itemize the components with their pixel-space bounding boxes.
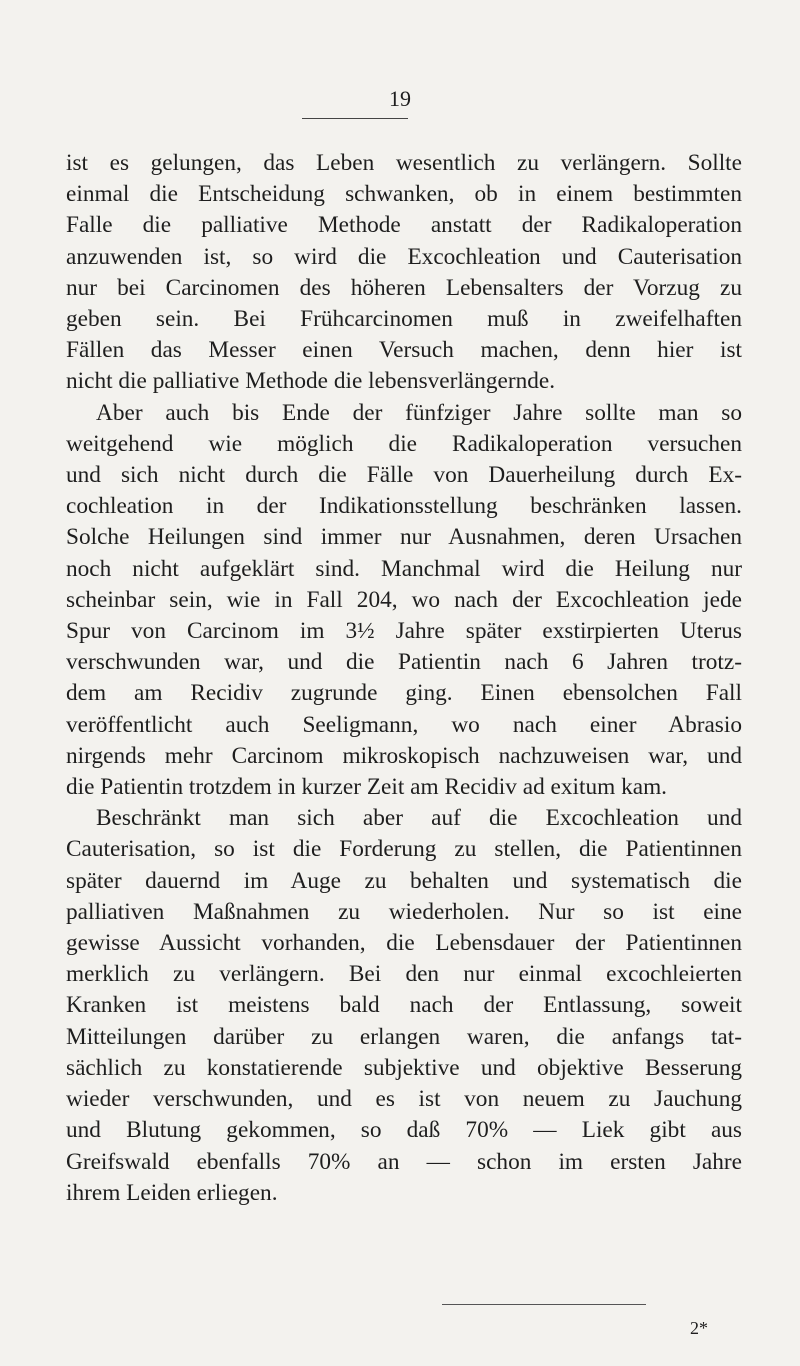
text-line: anzuwenden ist, so wird die Excochleation und Cauterisation (66, 243, 742, 270)
text-line: nur bei Carcinomen des höheren Lebensalters der Vorzug zu (66, 274, 742, 301)
text-line: und sich nicht durch die Fälle von Dauerheilung durch Ex- (66, 462, 742, 489)
text-line: gewisse Aussicht vorhanden, die Lebensdauer der Patientinnen (66, 930, 742, 957)
text-line: geben sein. Bei Frühcarcinomen muß in zweifelhaften (66, 306, 742, 333)
text-line: Mitteilungen darüber zu erlangen waren, die anfangs tat- (66, 1023, 742, 1050)
body-text (66, 148, 742, 1209)
signature-mark: 2* (690, 1318, 708, 1338)
text-line: Solche Heilungen sind immer nur Ausnahmen, deren Ursachen (66, 524, 742, 551)
text-line: weitgehend wie möglich die Radikaloperation versuchen (66, 430, 742, 457)
text-line: Greifswald ebenfalls 70% an — schon im ersten Jahre (66, 1148, 742, 1175)
header-rule (302, 118, 408, 119)
text-line: wieder verschwunden, und es ist von neuem zu Jauchung (66, 1086, 742, 1113)
text-line: ist es gelungen, das Leben wesentlich zu verlängern. Sollte (66, 150, 742, 176)
text-line: Falle die palliative Methode anstatt der Radikaloperation (66, 212, 742, 239)
text-line: ihrem Leiden erliegen. (66, 1179, 278, 1206)
text-line: später dauernd im Auge zu behalten und systematisch die (66, 867, 742, 894)
text-line: Beschränkt man sich aber auf die Excochleation und (96, 805, 742, 832)
text-line: sächlich zu konstatierende subjektive und objektive Besserung (66, 1054, 742, 1081)
text-line: cochleation in der Indikationsstellung beschränken lassen. (66, 493, 742, 520)
text-line: Kranken ist meistens bald nach der Entlassung, soweit (66, 992, 742, 1019)
page-number: 19 (389, 86, 411, 111)
text-line: noch nicht aufgeklärt sind. Manchmal wird die Heilung nur (66, 555, 742, 582)
text-line: einmal die Entscheidung schwanken, ob in einem bestimmten (66, 181, 742, 208)
text-line: merklich zu verlängern. Bei den nur einmal excochleierten (66, 961, 742, 988)
text-line: palliativen Maßnahmen zu wiederholen. Nur so ist eine (66, 898, 742, 925)
text-line: Fällen das Messer einen Versuch machen, denn hier ist (66, 337, 742, 364)
text-line: die Patientin trotzdem in kurzer Zeit am Recidiv ad exitum kam. (66, 774, 668, 801)
text-line: dem am Recidiv zugrunde ging. Einen ebensolchen Fall (66, 680, 742, 707)
text-line: und Blutung gekommen, so daß 70% — Liek gibt aus (66, 1117, 742, 1144)
text-line: Cauterisation, so ist die Forderung zu stellen, die Patientinnen (66, 836, 742, 863)
text-line: veröffentlicht auch Seeligmann, wo nach einer Abrasio (66, 711, 742, 738)
signature-rule (442, 1304, 646, 1305)
text-line: nirgends mehr Carcinom mikroskopisch nachzuweisen war, und (66, 742, 742, 769)
text-line: nicht die palliative Methode die lebensverlängernde. (66, 368, 556, 395)
text-line: verschwunden war, und die Patientin nach 6 Jahren trotz- (66, 649, 742, 676)
text-line: Aber auch bis Ende der fünfziger Jahre sollte man so (96, 399, 742, 426)
text-line: scheinbar sein, wie in Fall 204, wo nach der Excochleation jede (66, 586, 742, 613)
text-line: Spur von Carcinom im 3½ Jahre später exstirpierten Uterus (66, 618, 742, 645)
